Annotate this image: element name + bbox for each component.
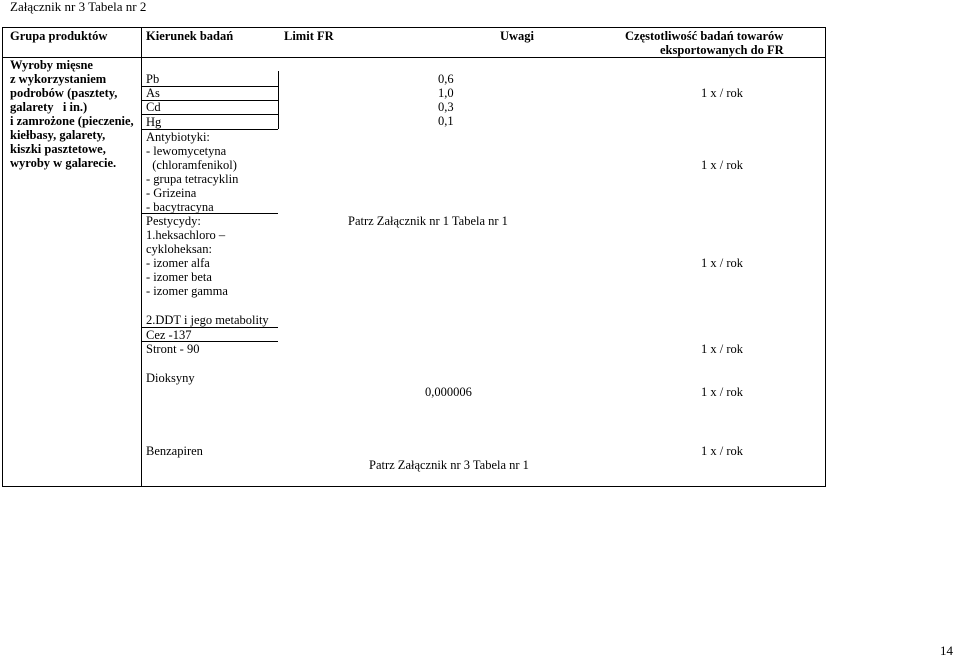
header-product-group: Grupa produktów: [10, 29, 108, 43]
antibiotics-line: - Grizeina: [146, 186, 197, 200]
note-benzapiren: Patrz Załącznik nr 3 Tabela nr 1: [369, 458, 529, 472]
product-group-line: i zamrożone (pieczenie,: [10, 114, 134, 128]
product-group-line: kiełbasy, galarety,: [10, 128, 106, 142]
metal-name-pb: Pb: [146, 72, 160, 86]
product-group-line: z wykorzystaniem: [10, 72, 107, 86]
frequency-benzapiren: 1 x / rok: [701, 444, 744, 458]
product-group-line: kiszki pasztetowe,: [10, 142, 106, 156]
table-bottom-border: [2, 486, 825, 487]
dioxins-limit: 0,000006: [425, 385, 472, 399]
header-bottom-border: [2, 57, 825, 58]
metal-limit-hg: 0,1: [438, 114, 454, 128]
metal-name-cd: Cd: [146, 100, 161, 114]
page-number: 14: [940, 643, 953, 658]
metal-row-line-2: [141, 100, 278, 101]
pesticides-line: Pestycydy:: [146, 214, 201, 228]
product-group-line: galarety i in.): [10, 100, 88, 114]
antibiotics-line: - bacytracyna: [146, 200, 214, 214]
metal-limit-as: 1,0: [438, 86, 454, 100]
antibiotics-line: Antybiotyki:: [146, 130, 210, 144]
frequency-pesticides: 1 x / rok: [701, 256, 744, 270]
header-limit: Limit FR: [284, 29, 334, 43]
product-group-line: Wyroby mięsne: [10, 58, 93, 72]
header-notes: Uwagi: [500, 29, 535, 43]
frequency-metals: 1 x / rok: [701, 86, 744, 100]
metal-row-line-1: [141, 86, 278, 87]
metal-box-right: [278, 71, 279, 129]
table-right-border: [825, 27, 826, 487]
note-pesticides: Patrz Załącznik nr 1 Tabela nr 1: [348, 214, 508, 228]
header-frequency-line2: eksportowanych do FR: [660, 43, 784, 57]
ddt-line: 2.DDT i jego metabolity: [146, 313, 269, 327]
metal-row-line-3: [141, 114, 278, 115]
metal-limit-pb: 0,6: [438, 72, 454, 86]
header-frequency-line1: Częstotliwość badań towarów: [625, 29, 784, 43]
pesticides-line: - izomer beta: [146, 270, 212, 284]
pesticides-line: - izomer gamma: [146, 284, 228, 298]
frequency-antibiotics: 1 x / rok: [701, 158, 744, 172]
metal-name-as: As: [146, 86, 160, 100]
table-top-border: [2, 27, 825, 28]
pesticides-line: - izomer alfa: [146, 256, 210, 270]
cez-line: Cez -137: [146, 328, 192, 342]
table-left-border: [2, 27, 3, 487]
frequency-ddt: 1 x / rok: [701, 342, 744, 356]
pesticides-line: cykloheksan:: [146, 242, 212, 256]
product-group-line: podrobów (pasztety,: [10, 86, 118, 100]
metal-name-hg: Hg: [146, 115, 162, 129]
header-direction: Kierunek badań: [146, 29, 234, 43]
antibiotics-line: - lewomycetyna: [146, 144, 227, 158]
antibiotics-line: - grupa tetracyklin: [146, 172, 239, 186]
metal-limit-cd: 0,3: [438, 100, 454, 114]
antibiotics-line: (chloramfenikol): [146, 158, 237, 172]
benzapiren-label: Benzapiren: [146, 444, 203, 458]
page-title: Załącznik nr 3 Tabela nr 2: [10, 0, 147, 14]
pesticides-line: 1.heksachloro –: [146, 228, 226, 242]
frequency-dioxins: 1 x / rok: [701, 385, 744, 399]
product-group-line: wyroby w galarecie.: [10, 156, 117, 170]
dioxins-label: Dioksyny: [146, 371, 195, 385]
stront-line: Stront - 90: [146, 342, 200, 356]
